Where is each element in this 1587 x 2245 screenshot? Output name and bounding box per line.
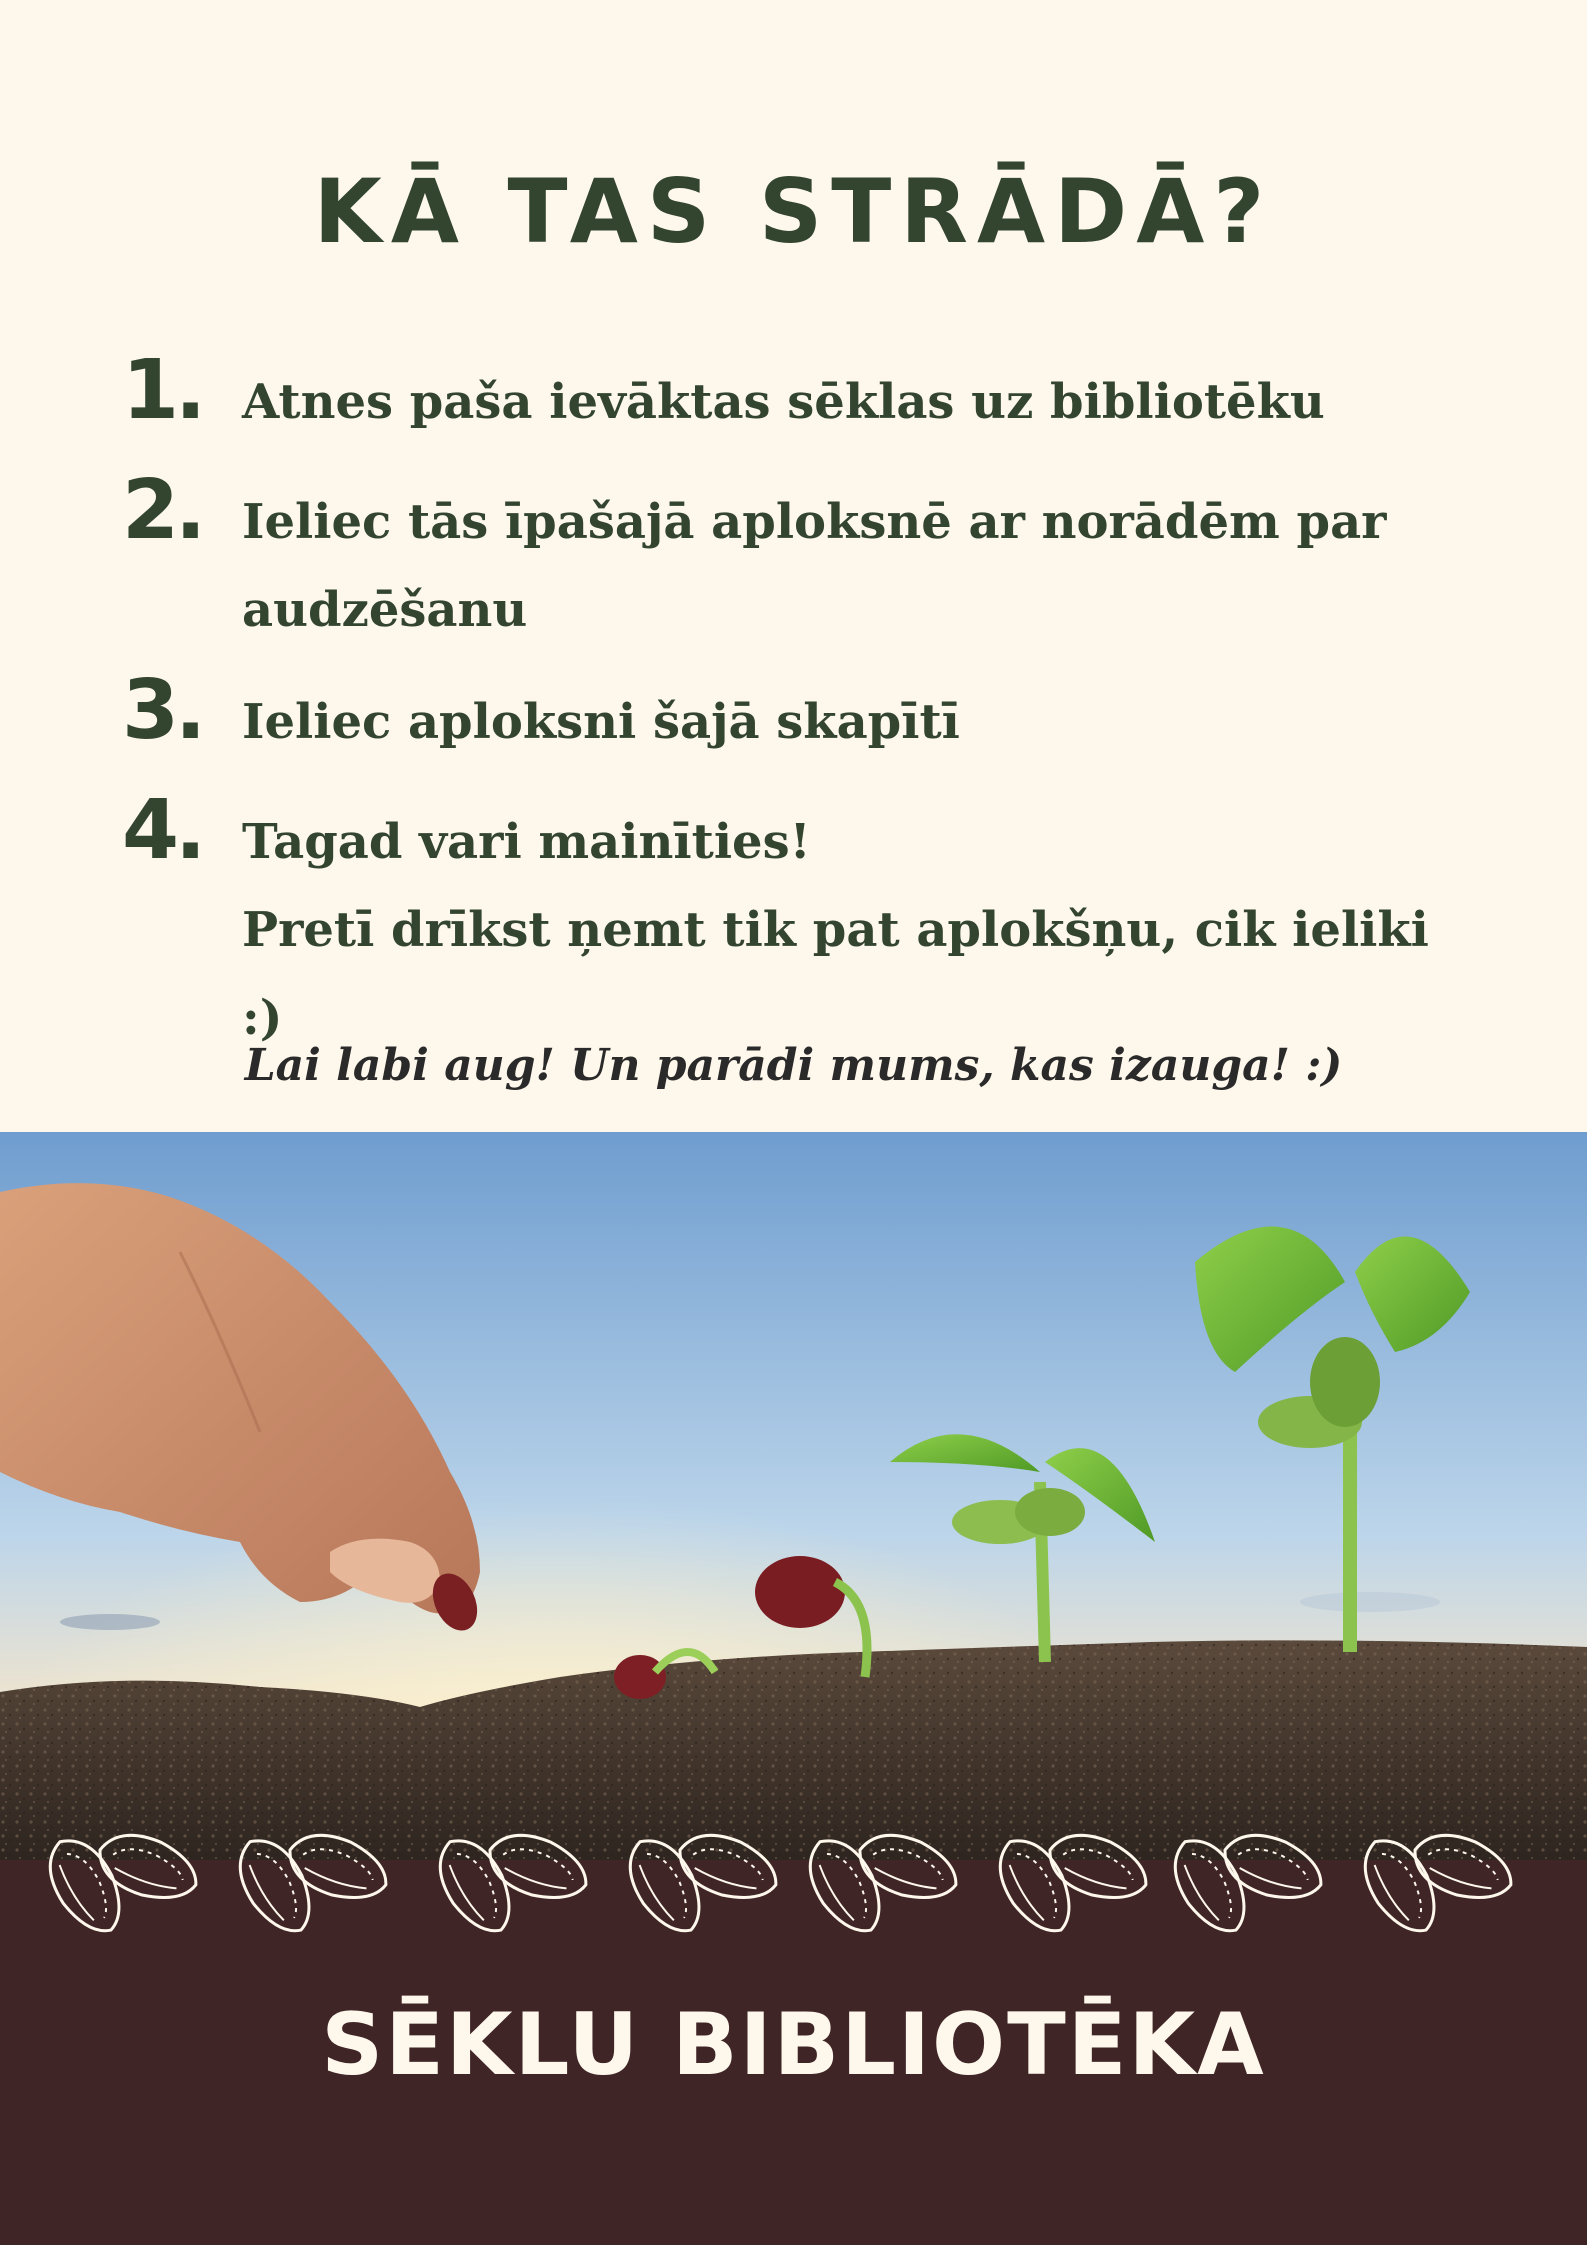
page-title: KĀ TAS STRĀDĀ? (313, 160, 1274, 263)
step-number: 3. (122, 663, 203, 758)
step-number: 4. (122, 783, 203, 878)
step-text-line: Tagad vari mainīties! (242, 814, 811, 870)
step-text-line: Ieliec aploksni šajā skapītī (242, 694, 960, 750)
tagline: Lai labi aug! Un parādi mums, kas izauga! :) (244, 1040, 1343, 1091)
footer-title: SĒKLU BIBLIOTĒKA (321, 1995, 1266, 2095)
step-number: 2. (122, 463, 203, 558)
seed-icon-row (0, 1820, 1587, 1950)
step-text-line: audzēšanu (242, 582, 528, 638)
step-text (242, 358, 1462, 446)
step-text-line: Ieliec tās īpašajā aploksnē ar norādēm par (242, 494, 1387, 550)
step-text (242, 798, 1462, 1062)
step-text-line: Pretī drīkst ņemt tik pat aplokšņu, cik ieliki :) (242, 902, 1429, 1046)
step-text-line: Atnes paša ievāktas sēklas uz bibliotēku (242, 374, 1325, 430)
step-text (242, 478, 1462, 654)
planting-photo (0, 1132, 1587, 1862)
step-text (242, 678, 1462, 766)
step-number: 1. (122, 343, 203, 438)
